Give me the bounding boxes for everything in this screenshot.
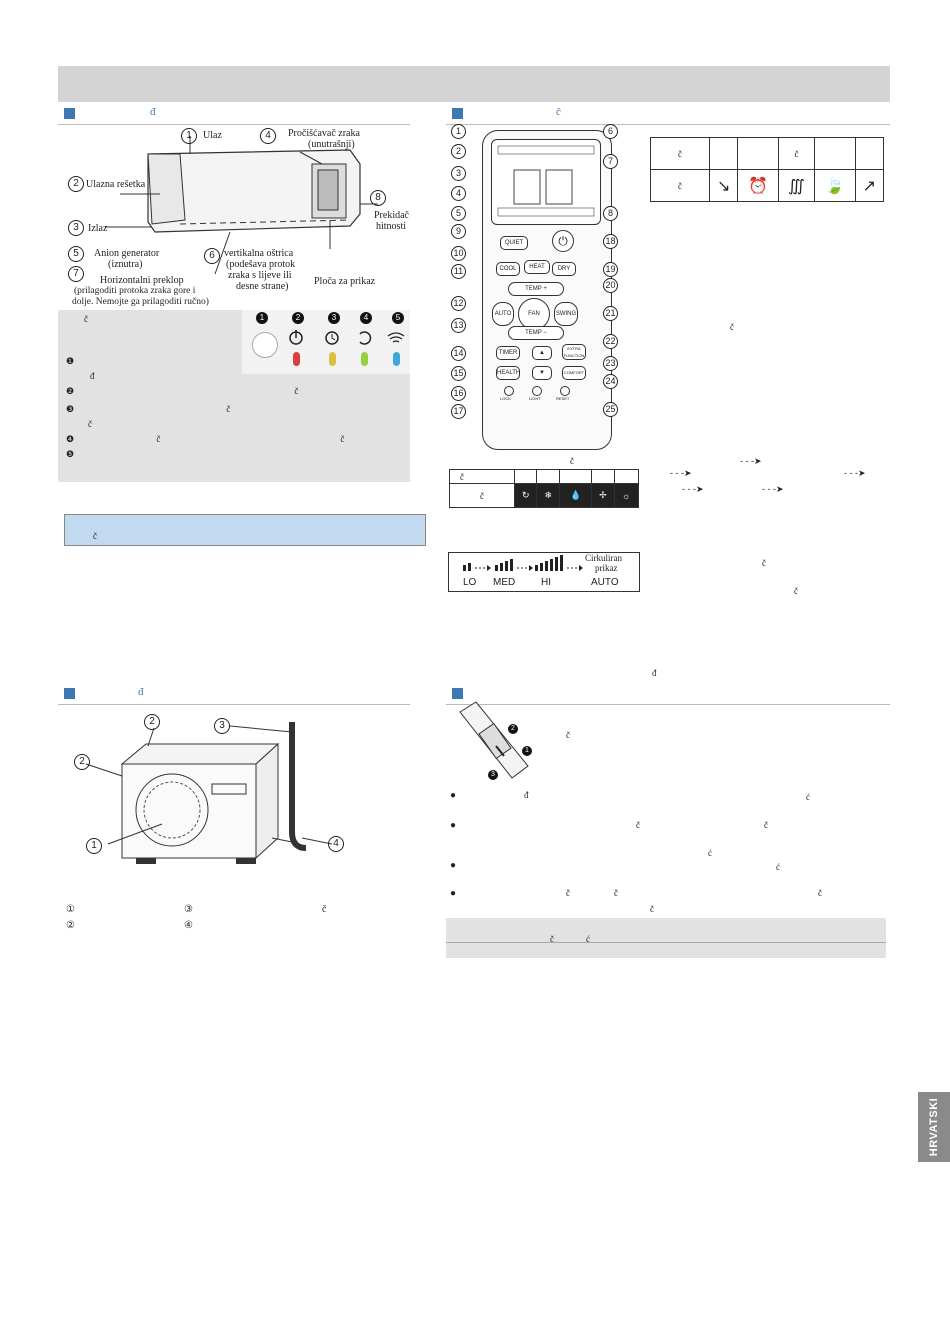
outdoor-number: 1: [86, 838, 102, 854]
legend-bullet-2: ❷ č: [66, 386, 299, 396]
label-vertical-blade-3: desne strane): [236, 281, 289, 292]
auto-caption-1: Cirkuliran: [585, 553, 622, 563]
step-number: 2: [508, 724, 518, 734]
callout-number: 15: [451, 366, 466, 381]
legend-item: č: [322, 904, 327, 915]
callout-number: 21: [603, 306, 618, 321]
section-marker-icon: [452, 688, 463, 699]
lcd-segments: [492, 140, 600, 224]
heat-button[interactable]: HEAT: [524, 260, 550, 274]
top-banner: [58, 66, 890, 102]
text-fragment: č: [730, 322, 734, 332]
fan-speed-hi: HI: [541, 577, 551, 588]
timer-icon: [326, 332, 338, 344]
callout-number: 24: [603, 374, 618, 389]
light-label: LIGHT: [529, 396, 541, 401]
outdoor-number: 3: [214, 718, 230, 734]
fan-speed-strip: [448, 552, 640, 592]
section-marker-icon: [64, 108, 75, 119]
cool-button[interactable]: COOL: [496, 262, 520, 276]
leaf-icon: 🍃: [814, 170, 855, 202]
label-anion: Anion generator: [94, 248, 160, 259]
label-outlet: Izlaz: [88, 223, 108, 234]
temp-down-button[interactable]: TEMP −: [508, 326, 564, 340]
fan-button[interactable]: FAN: [518, 298, 550, 330]
heat-mode-icon: ☼: [614, 484, 638, 508]
swing-arrow-icon: ↗: [855, 170, 883, 202]
label-number: 3: [68, 220, 84, 236]
legend-bullet-1: ❶: [66, 356, 75, 366]
battery-bullets: [450, 790, 886, 920]
power-icon: [290, 330, 302, 344]
led-number: 5: [392, 312, 404, 324]
text-fragment: ć: [708, 848, 712, 858]
text-fragment: ć: [586, 934, 590, 944]
text-fragment: č: [636, 820, 640, 830]
table-row-label: č: [450, 484, 515, 508]
arrow-icon: - - -➤: [740, 456, 762, 466]
turbo-icon: ↘: [710, 170, 738, 202]
led-icons: [286, 328, 406, 348]
callout-number: 17: [451, 404, 466, 419]
led-blue: [393, 352, 400, 366]
text-fragment: č: [93, 531, 97, 541]
label-air-purifier-sub: (unutrašnji): [308, 139, 355, 150]
led-legend: [66, 354, 344, 462]
text-fragment: ć: [776, 862, 780, 872]
legend-bullet-3: ❸ č: [66, 404, 231, 414]
section-title-fragment: đ: [138, 686, 144, 698]
text-fragment: ć: [806, 792, 810, 802]
lock-label: LOCK: [500, 396, 511, 401]
text-fragment: č: [650, 904, 654, 914]
fan-speed-med: MED: [493, 577, 516, 588]
cycle-icon: [360, 332, 370, 344]
section-title-fragment: đ: [150, 106, 156, 118]
outdoor-unit-drawing: [66, 712, 406, 884]
arrow-icon: - - -➤: [762, 484, 784, 494]
table-header-cell: č: [651, 138, 710, 170]
bullet-icon: ●: [450, 888, 457, 899]
arrow-icon: - - -➤: [844, 468, 866, 478]
lock-button[interactable]: [504, 386, 514, 396]
text-fragment: č: [794, 586, 798, 596]
timer-button[interactable]: TIMER: [496, 346, 520, 360]
label-emergency-switch: Prekidač: [374, 210, 409, 221]
callout-number: 10: [451, 246, 466, 261]
legend-bullet-5: ❺: [66, 449, 75, 459]
note-box: [64, 514, 426, 546]
led-number: 4: [360, 312, 372, 324]
led-number: 1: [256, 312, 268, 324]
bullet-icon: ●: [450, 860, 457, 871]
label-ulaz: Ulaz: [203, 130, 222, 141]
arrow-icon: - - -➤: [670, 468, 692, 478]
callout-number: 13: [451, 318, 466, 333]
alarm-icon: ⏰: [738, 170, 779, 202]
callout-number: 12: [451, 296, 466, 311]
callout-number: 6: [603, 124, 618, 139]
battery-note-box: [446, 918, 886, 958]
cool-mode-icon: ❄: [537, 484, 559, 508]
extra-function-button[interactable]: EXTRA FUNCTION: [563, 346, 585, 358]
callout-number: 20: [603, 278, 618, 293]
outdoor-legend: [66, 904, 406, 934]
heater-icon: ∭: [779, 170, 814, 202]
callout-number: 11: [451, 264, 466, 279]
label-number: 2: [68, 176, 84, 192]
dry-button[interactable]: DRY: [552, 262, 576, 276]
label-number: 7: [68, 266, 84, 282]
text-fragment: đ: [90, 371, 95, 381]
outdoor-number: 4: [328, 836, 344, 852]
swing-button[interactable]: SWING: [554, 302, 578, 326]
indoor-unit-diagram: [60, 124, 410, 307]
power-button[interactable]: ⏻: [552, 230, 574, 252]
comfort-button[interactable]: COMFORT: [562, 366, 586, 380]
legend-item: ②: [66, 920, 75, 931]
legend-bullet-4: ❹ č č: [66, 434, 345, 444]
wifi-icon: [388, 333, 404, 342]
text-fragment: č: [570, 456, 574, 466]
outdoor-unit-diagram: [66, 712, 406, 884]
led-green: [361, 352, 368, 366]
fan-mode-icon: ✢: [592, 484, 614, 508]
label-number: 4: [260, 128, 276, 144]
text-fragment: č: [566, 730, 570, 740]
mode-sequence: [650, 456, 890, 496]
label-number: 5: [68, 246, 84, 262]
callout-number: 1: [451, 124, 466, 139]
remote-lcd: [491, 139, 601, 225]
language-tab: [918, 1092, 950, 1162]
auto-caption-2: prikaz: [595, 563, 618, 573]
arrow-icon: - - -➤: [682, 484, 704, 494]
callout-number: 19: [603, 262, 618, 277]
text-fragment: č: [88, 419, 92, 429]
callout-number: 18: [603, 234, 618, 249]
health-button[interactable]: HEALTH: [496, 366, 520, 380]
table-row-label: č: [651, 170, 710, 202]
text-fragment: č: [762, 558, 766, 568]
legend-item: ③: [184, 904, 193, 915]
led-number: 2: [292, 312, 304, 324]
label-horizontal-flap: Horizontalni preklop: [100, 275, 184, 286]
step-number: 1: [522, 746, 532, 756]
label-number: 8: [370, 190, 386, 206]
section-header-outdoor: [58, 684, 410, 705]
function-table: [650, 137, 884, 202]
callout-number: 2: [451, 144, 466, 159]
callout-number: 14: [451, 346, 466, 361]
label-vertical-blade-2: zraka s lijeve ili: [228, 270, 292, 281]
step-number: 3: [488, 770, 498, 780]
label-number: 6: [204, 248, 220, 264]
label-number: 1: [181, 128, 197, 144]
callout-number: 23: [603, 356, 618, 371]
up-button[interactable]: ▲: [532, 346, 552, 360]
auto-button[interactable]: AUTO: [492, 302, 514, 326]
section-marker-icon: [452, 108, 463, 119]
text-fragment: č: [764, 820, 768, 830]
mode-table: [449, 469, 639, 508]
dry-mode-icon: 💧: [559, 484, 591, 508]
fan-speed-lo: LO: [463, 577, 477, 588]
callout-number: 3: [451, 166, 466, 181]
label-vertical-blade: vertikalna oštrica: [224, 248, 294, 259]
display-panel-box: [58, 310, 410, 482]
text-fragment: č: [550, 934, 554, 944]
outdoor-number: 2: [144, 714, 160, 730]
label-horizontal-flap-2: dolje. Nemojte ga prilagoditi ručno): [72, 297, 209, 307]
bullet-icon: ●: [450, 790, 457, 801]
auto-mode-icon: ↻: [515, 484, 537, 508]
fan-speed-auto: AUTO: [591, 577, 619, 588]
text-fragment: č: [818, 888, 822, 898]
callout-number: 9: [451, 224, 466, 239]
label-vertical-blade-1: (podešava protok: [226, 259, 296, 270]
light-button[interactable]: [532, 386, 542, 396]
table-header-cell: č: [450, 470, 515, 484]
text-fragment: č: [566, 888, 570, 898]
label-horizontal-flap-1: (prilagoditi protoka zraka gore i: [74, 286, 196, 296]
reset-button[interactable]: [560, 386, 570, 396]
label-display-panel: Ploča za prikaz: [314, 276, 376, 287]
callout-number: 8: [603, 206, 618, 221]
callout-number: 4: [451, 186, 466, 201]
section-marker-icon: [64, 688, 75, 699]
text-fragment: đ: [524, 790, 529, 800]
table-header-cell: č: [779, 138, 814, 170]
led-number: 3: [328, 312, 340, 324]
label-emergency-switch-sub: hitnosti: [376, 221, 407, 232]
label-anion-sub: (iznutra): [108, 259, 143, 270]
reset-label: RESET: [556, 396, 570, 401]
text-fragment: č: [84, 314, 88, 324]
note-divider: [446, 942, 886, 943]
battery-diagram: [452, 700, 572, 784]
remote-battery-drawing: [452, 700, 572, 784]
text-fragment: č: [614, 888, 618, 898]
language-label: HRVATSKI: [928, 1097, 940, 1157]
legend-item: ④: [184, 920, 193, 931]
label-air-purifier: Pročišćavač zraka: [288, 128, 360, 139]
callout-number: 22: [603, 334, 618, 349]
section-title-fragment: č: [556, 106, 561, 118]
callout-number: 7: [603, 154, 618, 169]
quiet-button[interactable]: QUIET: [500, 236, 528, 250]
temp-up-button[interactable]: TEMP +: [508, 282, 564, 296]
section-header-indoor: [58, 104, 410, 125]
label-intake-grille: Ulazna rešetka: [86, 179, 146, 190]
down-button[interactable]: ▼: [532, 366, 552, 380]
outdoor-number: 2: [74, 754, 90, 770]
text-fragment: đ: [652, 668, 657, 678]
callout-number: 5: [451, 206, 466, 221]
callout-number: 16: [451, 386, 466, 401]
callout-number: 25: [603, 402, 618, 417]
legend-item: ①: [66, 904, 75, 915]
bullet-icon: ●: [450, 820, 457, 831]
